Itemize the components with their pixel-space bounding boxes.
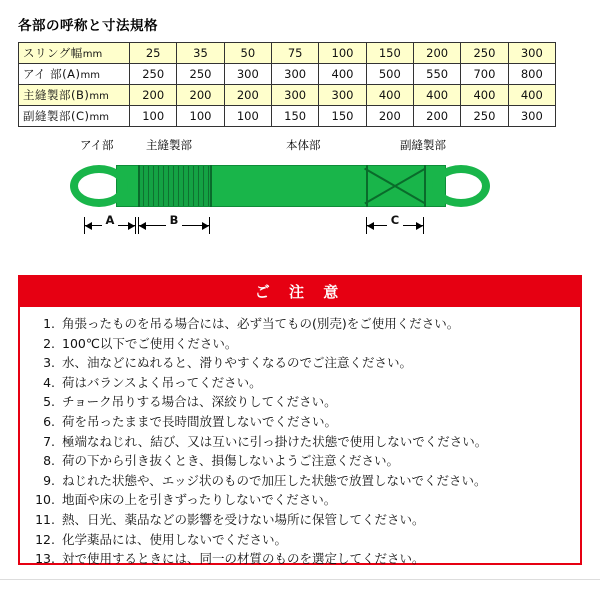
- sling-eye-right: [432, 165, 490, 207]
- row-unit: mm: [80, 70, 100, 81]
- seam-divider-line: [138, 165, 140, 207]
- dimension-a-label: A: [102, 213, 118, 227]
- list-item-text: 100℃以下でご使用ください。: [62, 335, 238, 351]
- list-item-number: 7.: [43, 433, 55, 449]
- cell: 400: [461, 85, 508, 106]
- cell: 25: [130, 43, 177, 64]
- list-item: [20, 392, 580, 412]
- list-item-text: ねじれた状態や、エッジ状のもので加圧した状態で放置しないでください。: [62, 472, 487, 488]
- cell: 200: [177, 85, 224, 106]
- list-item: [20, 471, 580, 491]
- row-header-eye: [19, 64, 130, 85]
- list-item-number: 1.: [43, 316, 55, 331]
- sling-main-seam: [138, 166, 210, 206]
- caution-list: [20, 314, 580, 569]
- cell: 200: [413, 106, 460, 127]
- list-item: [20, 510, 580, 530]
- list-item-number: 12.: [35, 531, 55, 547]
- row-label: 副縫製部(C): [23, 109, 90, 123]
- dimension-c-label: C: [387, 213, 403, 227]
- cell: 200: [224, 85, 271, 106]
- cell: 300: [319, 85, 366, 106]
- list-item: [20, 490, 580, 510]
- list-item-text: 極端なねじれ、結び、又は互いに引っ掛けた状態で使用しないでください。: [62, 433, 488, 449]
- row-label: アイ 部(A): [23, 67, 81, 81]
- cell: 100: [224, 106, 271, 127]
- cell: 100: [130, 106, 177, 127]
- cell: 700: [461, 64, 508, 85]
- list-item-text: 荷はバランスよく吊ってください。: [62, 374, 262, 390]
- list-item-text: 角張ったものを吊る場合には、必ず当てもの(別売)をご使用ください。: [62, 316, 460, 331]
- cell: 250: [461, 106, 508, 127]
- list-item-text: 水、油などにぬれると、滑りやすくなるのでご注意ください。: [62, 355, 413, 371]
- row-label: 主縫製部(B): [23, 88, 90, 102]
- row-header-sling-width: [19, 43, 130, 64]
- table-row: [19, 85, 556, 106]
- list-item-number: 2.: [43, 335, 55, 351]
- list-item-text: 対で使用するときには、同一の材質のものを選定してください。: [62, 551, 425, 567]
- list-item: [20, 334, 580, 354]
- seam-divider-line: [366, 165, 368, 207]
- dimension-a: [84, 213, 136, 233]
- cell: 250: [461, 43, 508, 64]
- cell: 250: [177, 64, 224, 85]
- cell: 100: [319, 43, 366, 64]
- list-item: [20, 549, 580, 569]
- cell: 550: [413, 64, 460, 85]
- cell: 300: [508, 106, 555, 127]
- seam-divider-line: [424, 165, 426, 207]
- arrow-right-icon: [416, 222, 423, 230]
- cell: 300: [508, 43, 555, 64]
- cell: 400: [413, 85, 460, 106]
- cell: 100: [177, 106, 224, 127]
- list-item-text: 熱、日光、薬品などの影響を受けない場所に保管してください。: [62, 511, 425, 527]
- cell: 200: [366, 106, 413, 127]
- list-item-text: 化学薬品には、使用しないでください。: [62, 531, 288, 547]
- table-row: [19, 64, 556, 85]
- diagram-label-sub-seam: 副縫製部: [400, 138, 446, 152]
- arrow-right-icon: [202, 222, 209, 230]
- list-item-text: チョーク吊りする場合は、深絞りしてください。: [62, 394, 337, 410]
- cell: 150: [366, 43, 413, 64]
- list-item: [20, 530, 580, 550]
- list-item-number: 5.: [43, 394, 55, 410]
- cell: 500: [366, 64, 413, 85]
- caution-box: [18, 275, 582, 565]
- arrow-left-icon: [367, 222, 374, 230]
- cell: 300: [271, 85, 318, 106]
- row-unit: mm: [89, 112, 109, 123]
- cell: 75: [271, 43, 318, 64]
- list-item-text: 地面や床の上を引きずったりしないでください。: [62, 492, 337, 508]
- cell: 800: [508, 64, 555, 85]
- list-item-number: 3.: [43, 355, 55, 371]
- cell: 35: [177, 43, 224, 64]
- row-unit: mm: [89, 91, 109, 102]
- cell: 150: [319, 106, 366, 127]
- arrow-right-icon: [128, 222, 135, 230]
- dimension-b: [138, 213, 210, 233]
- list-item: [20, 353, 580, 373]
- diagram-label-main-seam: 主縫製部: [146, 138, 192, 152]
- cell: 400: [319, 64, 366, 85]
- row-header-main-seam: [19, 85, 130, 106]
- page-title: 各部の呼称と寸法規格: [18, 18, 158, 34]
- cell: 300: [271, 64, 318, 85]
- list-item-text: 荷の下から引き抜くとき、損傷しないようご注意ください。: [62, 453, 400, 469]
- arrow-left-icon: [139, 222, 146, 230]
- sling-illustration: [70, 165, 490, 207]
- arrow-left-icon: [85, 222, 92, 230]
- list-item: [20, 451, 580, 471]
- list-item-number: 11.: [35, 511, 55, 527]
- list-item: [20, 432, 580, 452]
- list-item-number: 6.: [43, 413, 55, 429]
- cell: 400: [366, 85, 413, 106]
- footer-divider: [0, 579, 600, 580]
- cell: 250: [130, 64, 177, 85]
- list-item-text: 荷を吊ったままで長時間放置しないでください。: [62, 413, 338, 429]
- row-label: スリング幅: [23, 46, 83, 60]
- list-item-number: 4.: [43, 374, 55, 390]
- list-item: [20, 314, 580, 334]
- caution-header: ご 注 意: [20, 277, 580, 307]
- diagram-label-eye: アイ部: [80, 138, 114, 152]
- sling-sub-seam: [366, 166, 424, 206]
- table-row: [19, 43, 556, 64]
- cell: 200: [413, 43, 460, 64]
- seam-divider-line: [210, 165, 212, 207]
- list-item: [20, 373, 580, 393]
- row-unit: mm: [82, 49, 103, 60]
- sling-eye-left: [70, 165, 128, 207]
- diagram-label-body: 本体部: [286, 138, 321, 152]
- list-item-number: 8.: [43, 453, 55, 469]
- cell: 50: [224, 43, 271, 64]
- sling-diagram: [18, 137, 556, 249]
- list-item-number: 13.: [35, 551, 55, 567]
- list-item: [20, 412, 580, 432]
- dimension-c: [366, 213, 424, 233]
- cell: 300: [224, 64, 271, 85]
- cell: 400: [508, 85, 555, 106]
- list-item-number: 10.: [35, 492, 55, 508]
- cell: 200: [130, 85, 177, 106]
- spec-table: [18, 42, 556, 127]
- row-header-sub-seam: [19, 106, 130, 127]
- list-item-number: 9.: [43, 472, 55, 488]
- table-row: [19, 106, 556, 127]
- dimension-b-label: B: [166, 213, 182, 227]
- cell: 150: [271, 106, 318, 127]
